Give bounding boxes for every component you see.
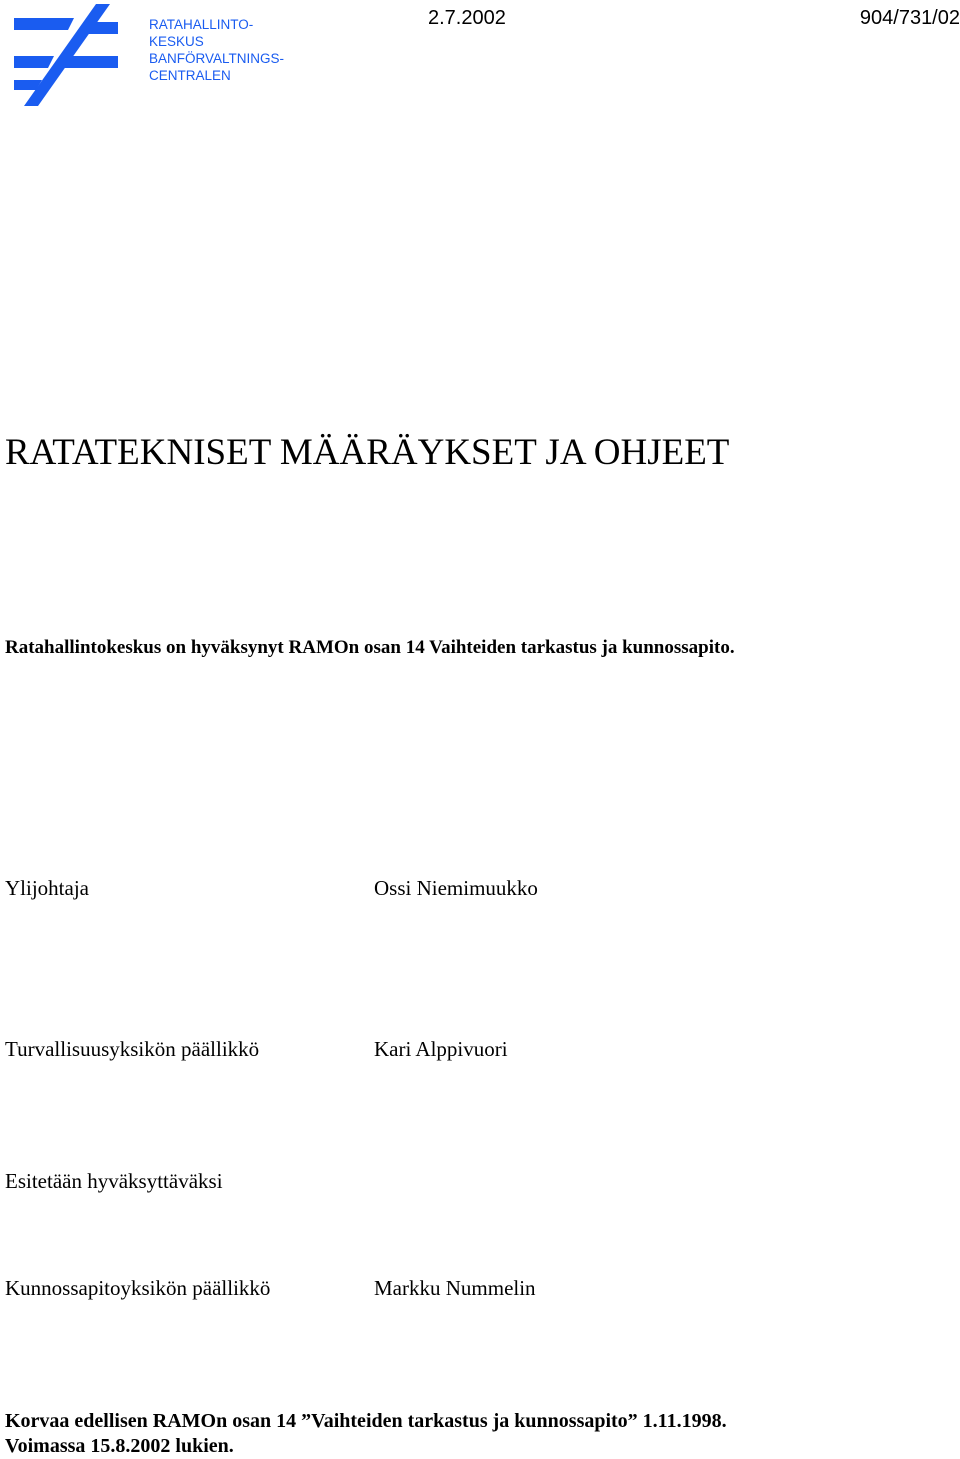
document-title: RATATEKNISET MÄÄRÄYKSET JA OHJEET <box>5 432 730 473</box>
document-number: 904/731/02 <box>859 7 960 29</box>
signatory-name: Ossi Niemimuukko <box>374 876 538 900</box>
organization-name-line: CENTRALEN <box>149 68 231 83</box>
validity-note <box>5 1409 727 1459</box>
signatory-name: Kari Alppivuori <box>374 1037 508 1061</box>
replaces-note: Korvaa edellisen RAMOn osan 14 ”Vaihteiden tarkastus ja kunnossapito” 1.11.1998. <box>5 1410 727 1432</box>
approval-statement: Ratahallintokeskus on hyväksynyt RAMOn osan 14 Vaihteiden tarkastus ja kunnossapito. <box>5 637 735 658</box>
organization-name-line: RATAHALLINTO- <box>149 17 254 32</box>
signatory-name: Markku Nummelin <box>374 1276 536 1300</box>
organization-name-line: BANFÖRVALTNINGS- <box>149 51 285 66</box>
organization-name-line: KESKUS <box>149 34 204 49</box>
signatory-role: Kunnossapitoyksikön päällikkö <box>5 1276 271 1300</box>
signatory-role: Turvallisuusyksikön päällikkö <box>5 1037 260 1061</box>
signatory-role: Ylijohtaja <box>5 876 89 900</box>
document-date: 2.7.2002 <box>428 7 506 29</box>
effective-date-note: Voimassa 15.8.2002 lukien. <box>5 1435 234 1457</box>
ratahallintokeskus-logo-icon <box>12 4 122 106</box>
proposal-label: Esitetään hyväksyttäväksi <box>5 1169 223 1193</box>
organization-name <box>149 16 284 84</box>
